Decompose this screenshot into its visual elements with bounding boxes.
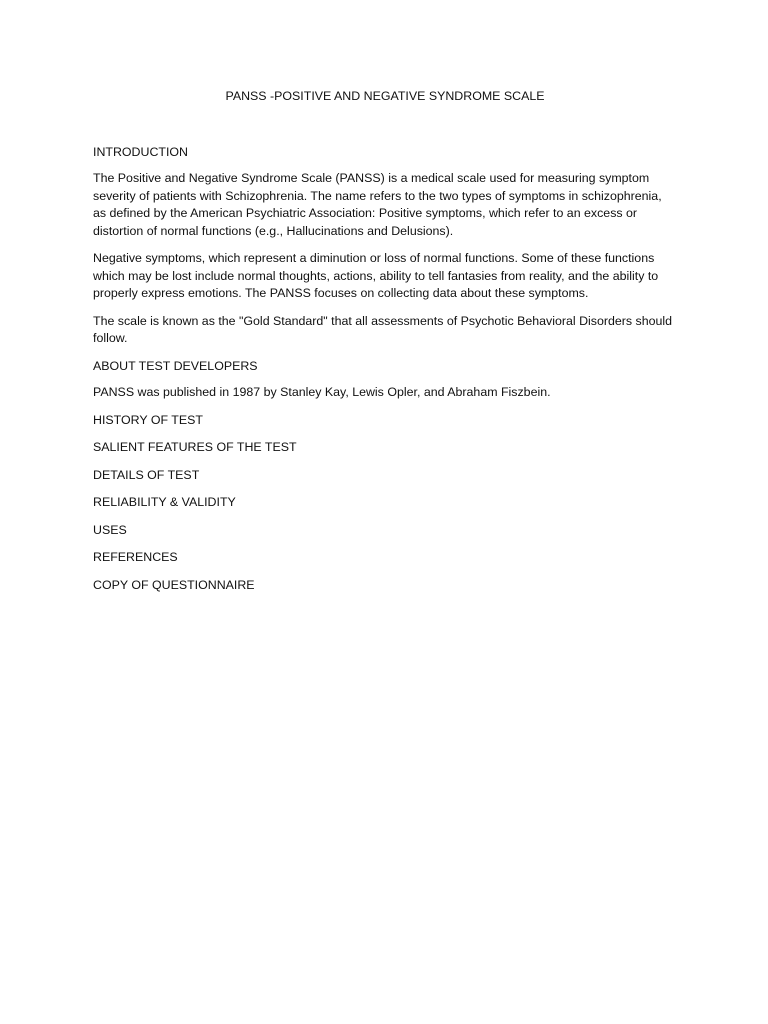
developers-heading: ABOUT TEST DEVELOPERS: [93, 358, 258, 373]
section-heading-reliability-validity: RELIABILITY & VALIDITY: [93, 495, 236, 509]
introduction-paragraph-1: The Positive and Negative Syndrome Scale (PANSS) is a medical scale used for measuring symptom severity of patients with Schizophrenia. The name refers to the two types of symptoms in schizophrenia, as defined by the American Psychiatric Association: Positive symptoms, which refer to an excess or distortion of normal functions (e.g., Hallucinations and Delusions).: [93, 171, 662, 238]
introduction-paragraph-3: The scale is known as the "Gold Standard" that all assessments of Psychotic Behavioral Disorders should follow.: [93, 313, 673, 345]
developers-paragraph: PANSS was published in 1987 by Stanley Kay, Lewis Opler, and Abraham Fiszbein.: [93, 385, 551, 399]
section-heading-questionnaire: COPY OF QUESTIONNAIRE: [93, 577, 255, 592]
document-body: [93, 88, 677, 604]
section-heading-uses: USES: [93, 522, 127, 537]
section-heading-details: DETAILS OF TEST: [93, 467, 200, 482]
document-title: PANSS -POSITIVE AND NEGATIVE SYNDROME SCALE: [225, 89, 545, 103]
introduction-paragraph-2: Negative symptoms, which represent a diminution or loss of normal functions. Some of these functions which may be lost include normal thoughts, actions, ability to tell fantasies from reality, and the ability to properly express emotions. The PANSS focuses on collecting data about these symptoms.: [93, 251, 659, 300]
section-heading-salient-features: SALIENT FEATURES OF THE TEST: [93, 440, 297, 454]
section-heading-list: [93, 412, 677, 595]
introduction-heading: INTRODUCTION: [93, 144, 188, 159]
section-heading-history: HISTORY OF TEST: [93, 412, 203, 427]
section-heading-references: REFERENCES: [93, 550, 178, 564]
